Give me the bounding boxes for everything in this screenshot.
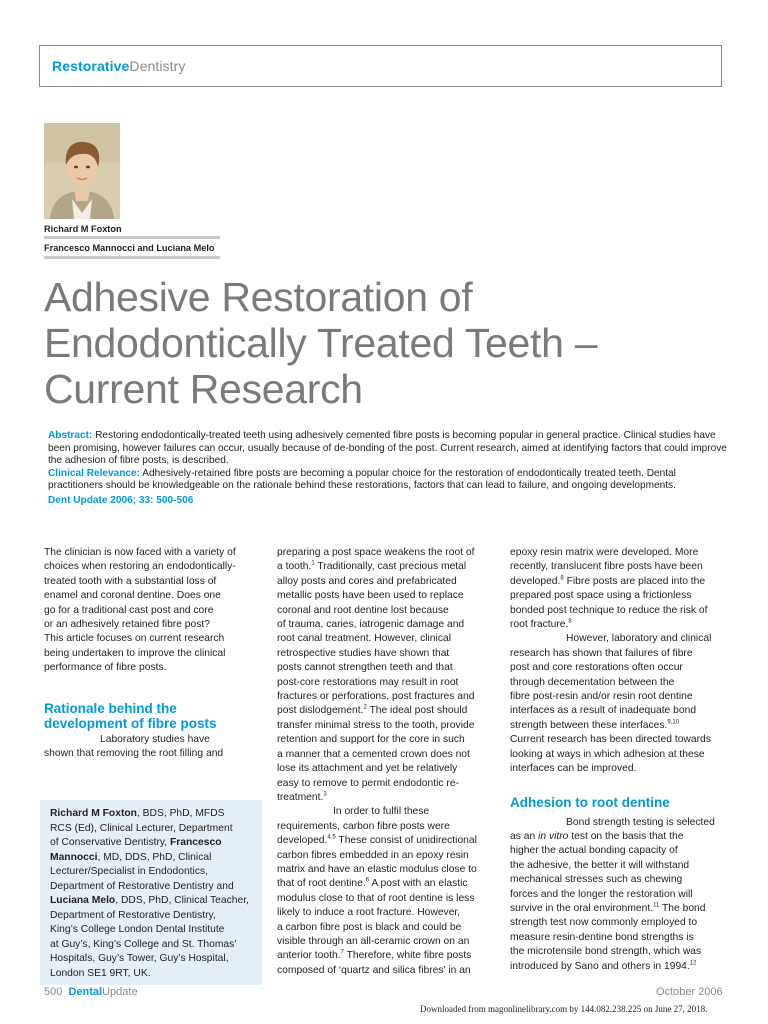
section-title: RestorativeDentistry — [52, 58, 186, 74]
body-paragraph: epoxy resin matrix were developed. More recently, translucent fibre posts have been developed.$^8$ Fibre posts are placed into the prepared post space using a frictionless bonded post technique to reduce the risk of root fracture.$^8$ — [510, 547, 708, 631]
page-footer-left — [44, 986, 138, 998]
author-bio-box: Richard M Foxton, BDS, PhD, MFDS RCS (Ed), Clinical Lecturer, Department of Conservative Dentistry, Francesco Mannocci, MD, DDS, PhD, Clinical Lecturer/Specialist in Endodontics, Department of Restorative Dentistry and Luciana Melo, DDS, PhD, Clinical Teacher, Department of Restorative Dentistry, King’s College London Dental Institute at Guy’s, King’s College and St. Thomas’ Hospitals, Guy’s Tower, Guy’s Hospital, London SE1 9RT, UK. — [40, 800, 262, 985]
photo-caption: Richard M Foxton — [44, 224, 122, 234]
article-title: Adhesive Restoration of Endodontically Treated Teeth – Current Research — [44, 274, 598, 412]
author-divider — [44, 256, 220, 259]
citation: Dent Update 2006; 33: 500-506 — [48, 494, 194, 506]
clinical-relevance: Clinical Relevance: Adhesively-retained fibre posts are becoming a popular choice for the restoration of endodontically treated teeth. Dental practitioners should be knowledgeable on the rationale behind these restorations, factors that can lead to failure, and ongoing developments. — [48, 467, 676, 492]
author-divider — [44, 236, 220, 239]
journal-name: DentalUpdate — [68, 986, 138, 998]
intro-paragraph: The clinician is now faced with a variety of choices when restoring an endodontically- treated tooth with a substantial loss of enamel and coronal dentine. Does one go for a traditional cast post and core or an adhesively retained fibre post? This article focuses on current research being undertaken to improve the clinical performance of fibre posts. — [44, 547, 236, 674]
section-header — [39, 45, 722, 87]
author-portrait-image — [44, 123, 120, 219]
column-1 — [44, 546, 258, 761]
section-heading-rationale: Rationale behind the development of fibre posts — [44, 700, 217, 731]
rationale-paragraph: Laboratory studies have shown that removing the root filling and — [44, 733, 224, 760]
download-note: Downloaded from magonlinelibrary.com by 144.082.238.225 on June 27, 2018. — [420, 1004, 708, 1014]
column-2 — [277, 546, 491, 978]
body-paragraph: However, laboratory and clinical research has shown that failures of fibre post and core restorations often occur through decementation between the fibre post-resin and/or resin root dentine interfaces as a result of inadequate bond strength between these interfaces.$^{9,10}$ Current research has been directed towards looking at ways in which adhesion at these interfaces can be improved. — [510, 633, 712, 775]
page-number: 500 — [44, 986, 63, 998]
body-paragraph: In order to fulfil these requirements, carbon fibre posts were developed.$^{4,5}$ These consist of unidirectional carbon fibres embedded in an epoxy resin matrix and have an elastic modulus close to that of root dentine.$^6$ A post with an elastic modulus close to that of root dentine is less likely to induce a root fracture. However, a carbon fibre post is black and could be visible through an all-ceramic crown on an anterior tooth.$^7$ Therefore, white fibre posts composed of ‘quartz and silica fibres’ in an — [277, 806, 477, 976]
author-photo — [44, 123, 120, 219]
coauthors: Francesco Mannocci and Luciana Melo — [44, 243, 215, 253]
section-heading-adhesion: Adhesion to root dentine — [510, 794, 670, 810]
abstract — [48, 430, 728, 508]
body-paragraph: Bond strength testing is selected as an in vitro test on the basis that the higher the actual bonding capacity of the adhesive, the better it will withstand mechanical stresses such as chewing forces and the longer the restoration will survive in the oral environment.$^{11}$ The bond strength test now commonly employed to measure resin-dentine bond strengths is the microtensile bond strength, which was introduced by Sano and others in 1994.12 — [510, 816, 715, 972]
abstract-paragraph: Abstract: Restoring endodontically-treated teeth using adhesively cemented fibre posts is becoming popular in general practice. Clinical studies have been promising, however failures can occur, usually because of de-bonding of the post. Current research, aimed at identifying factors that could improve the adhesion of fibre posts, is described. — [48, 430, 727, 467]
body-paragraph: preparing a post space weakens the root of a tooth.$^1$ Traditionally, cast precious metal alloy posts and cores and prefabricated metallic posts have been used to replace coronal and root dentine lost because of trauma, caries, iatrogenic damage and root canal treatment. However, clinical retrospective studies have shown that posts cannot strengthen teeth and that post-core restorations may result in root fractures or perforations, post fractures and post dislodgement.$^2$ The ideal post should transfer minimal stress to the tooth, provide retention and support for the core in such a manner that a cemented crown does not lose its attachment and yet be relatively easy to remove to permit endodontic re- treatment.$^3$ — [277, 547, 475, 803]
column-3 — [510, 546, 724, 974]
issue-date: October 2006 — [656, 986, 723, 998]
